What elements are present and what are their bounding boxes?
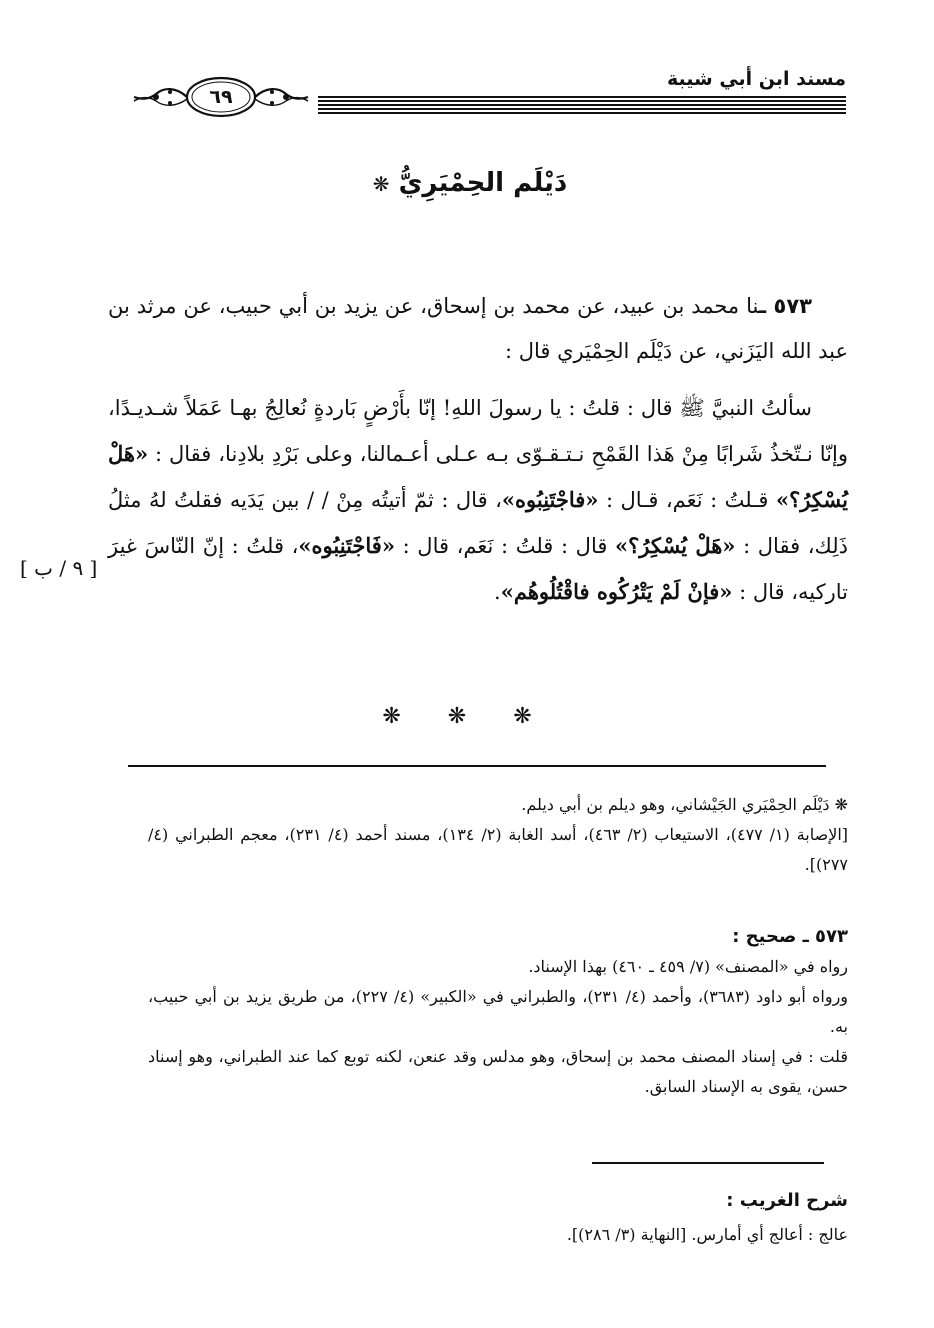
prophet-quote-2: «فاجْتَنِبُوه» [501, 487, 599, 512]
bio-line-1: ❋ دَيْلَم الحِمْيَري الجَيْشاني، وهو ديلم بن أبي ديلم. [521, 795, 848, 814]
glossary-heading: شرح الغريب : [726, 1190, 848, 1211]
matn-part-2: قـلتُ : نَعَم، قـال : [605, 488, 776, 512]
matn-part-3: ، قال : ثمّ أتيتُه مِنْ / / بين يَدَيه فقلتُ لهُ مثلُ ذَلِك، فقال : [108, 488, 848, 558]
prophet-quote-1: «هَلْ يُسْكِرُ؟» [108, 441, 848, 512]
hadith-isnad [108, 284, 848, 374]
grading-heading: ٥٧٣ ـ صحيح : [732, 926, 848, 947]
hadith-number: ٥٧٣ ـ [758, 294, 812, 318]
glossary-section [148, 1184, 848, 1252]
grading-line-3: قلت : في إسناد المصنف محمد بن إسحاق، وهو مدلس وقد عنعن، لكنه توبع كما عند الطبراني، وهو إسناد حسن، يقوى به الإسناد السابق. [148, 1047, 848, 1096]
grading-note [148, 922, 848, 1102]
page-number: ٦٩ [209, 86, 233, 108]
prophet-quote-4: «فَاجْتَنِبُوه» [298, 533, 395, 558]
grading-line-2: ورواه أبو داود (٣٦٨٣)، وأحمد (٤/ ٢٣١)، والطبراني في «الكبير» (٤/ ٢٢٧)، من طريق يزيد بن أبي حبيب، به. [148, 987, 849, 1036]
glossary-divider [592, 1162, 824, 1164]
chapter-title-text: دَيْلَم الحِمْيَرِيُّ [398, 168, 568, 198]
asterism-icon: ❋ [372, 172, 390, 196]
matn-end: . [494, 580, 501, 604]
footnote-divider [128, 765, 826, 767]
prophet-quote-5: «فإنْ لَمْ يَتْرُكُوه فاقْتُلُوهُم» [500, 579, 733, 604]
chapter-title [0, 168, 934, 198]
matn-part-4: قال : قلتُ : نَعَم، قال : [402, 534, 616, 558]
folio-marker: [ ٩ / ب ] [20, 556, 98, 580]
grading-line-1: رواه في «المصنف» (٧/ ٤٥٩ ـ ٤٦٠) بهذا الإسناد. [528, 957, 848, 976]
header-rules [318, 96, 846, 116]
bio-line-2: [الإصابة (١/ ٤٧٧)، الاستيعاب (٢/ ٤٦٣)، أسد الغابة (٢/ ١٣٤)، مسند أحمد (٤/ ٢٣١)، معجم الطبراني (٤/ ٢٧٧)]. [148, 825, 849, 874]
section-end-asterisms: ❋ ❋ ❋ [382, 704, 552, 729]
biography-note [148, 790, 848, 880]
matn-part-1: سألتُ النبيَّ ﷺ قال : قلتُ : يا رسولَ اللهِ! إنّا بأَرْضٍ بَاردةٍ نُعالِجُ بهـا عَمَلاً شـديـدًا، وإنّا نـتّخذُ شَرابًا مِنْ هَذا القَمْحِ نـتـقـوّى بـه عـلى أعـمالنا، وعلى بَرْدِ بلادِنا، فقال : [108, 396, 848, 466]
isnad-text: نا محمد بن عبيد، عن محمد بن إسحاق، عن يزيد بن أبي حبيب، عن مرثد بن عبد الله اليَزَني، عن دَيْلَم الحِمْيَري قال : [108, 294, 848, 363]
running-header-title: مسند ابن أبي شيبة [666, 68, 846, 90]
hadith-matn [108, 386, 848, 615]
matn-part-5: ، قلتُ : إنّ النّاسَ غيرَ تاركيه، قال : [108, 534, 848, 604]
glossary-line-1: عالج : أعالج أي أمارس. [النهاية (٣/ ٢٨٦)]. [566, 1225, 848, 1244]
prophet-quote-3: «هَلْ يُسْكِرُ؟» [615, 533, 736, 558]
hadith-text [108, 284, 848, 615]
